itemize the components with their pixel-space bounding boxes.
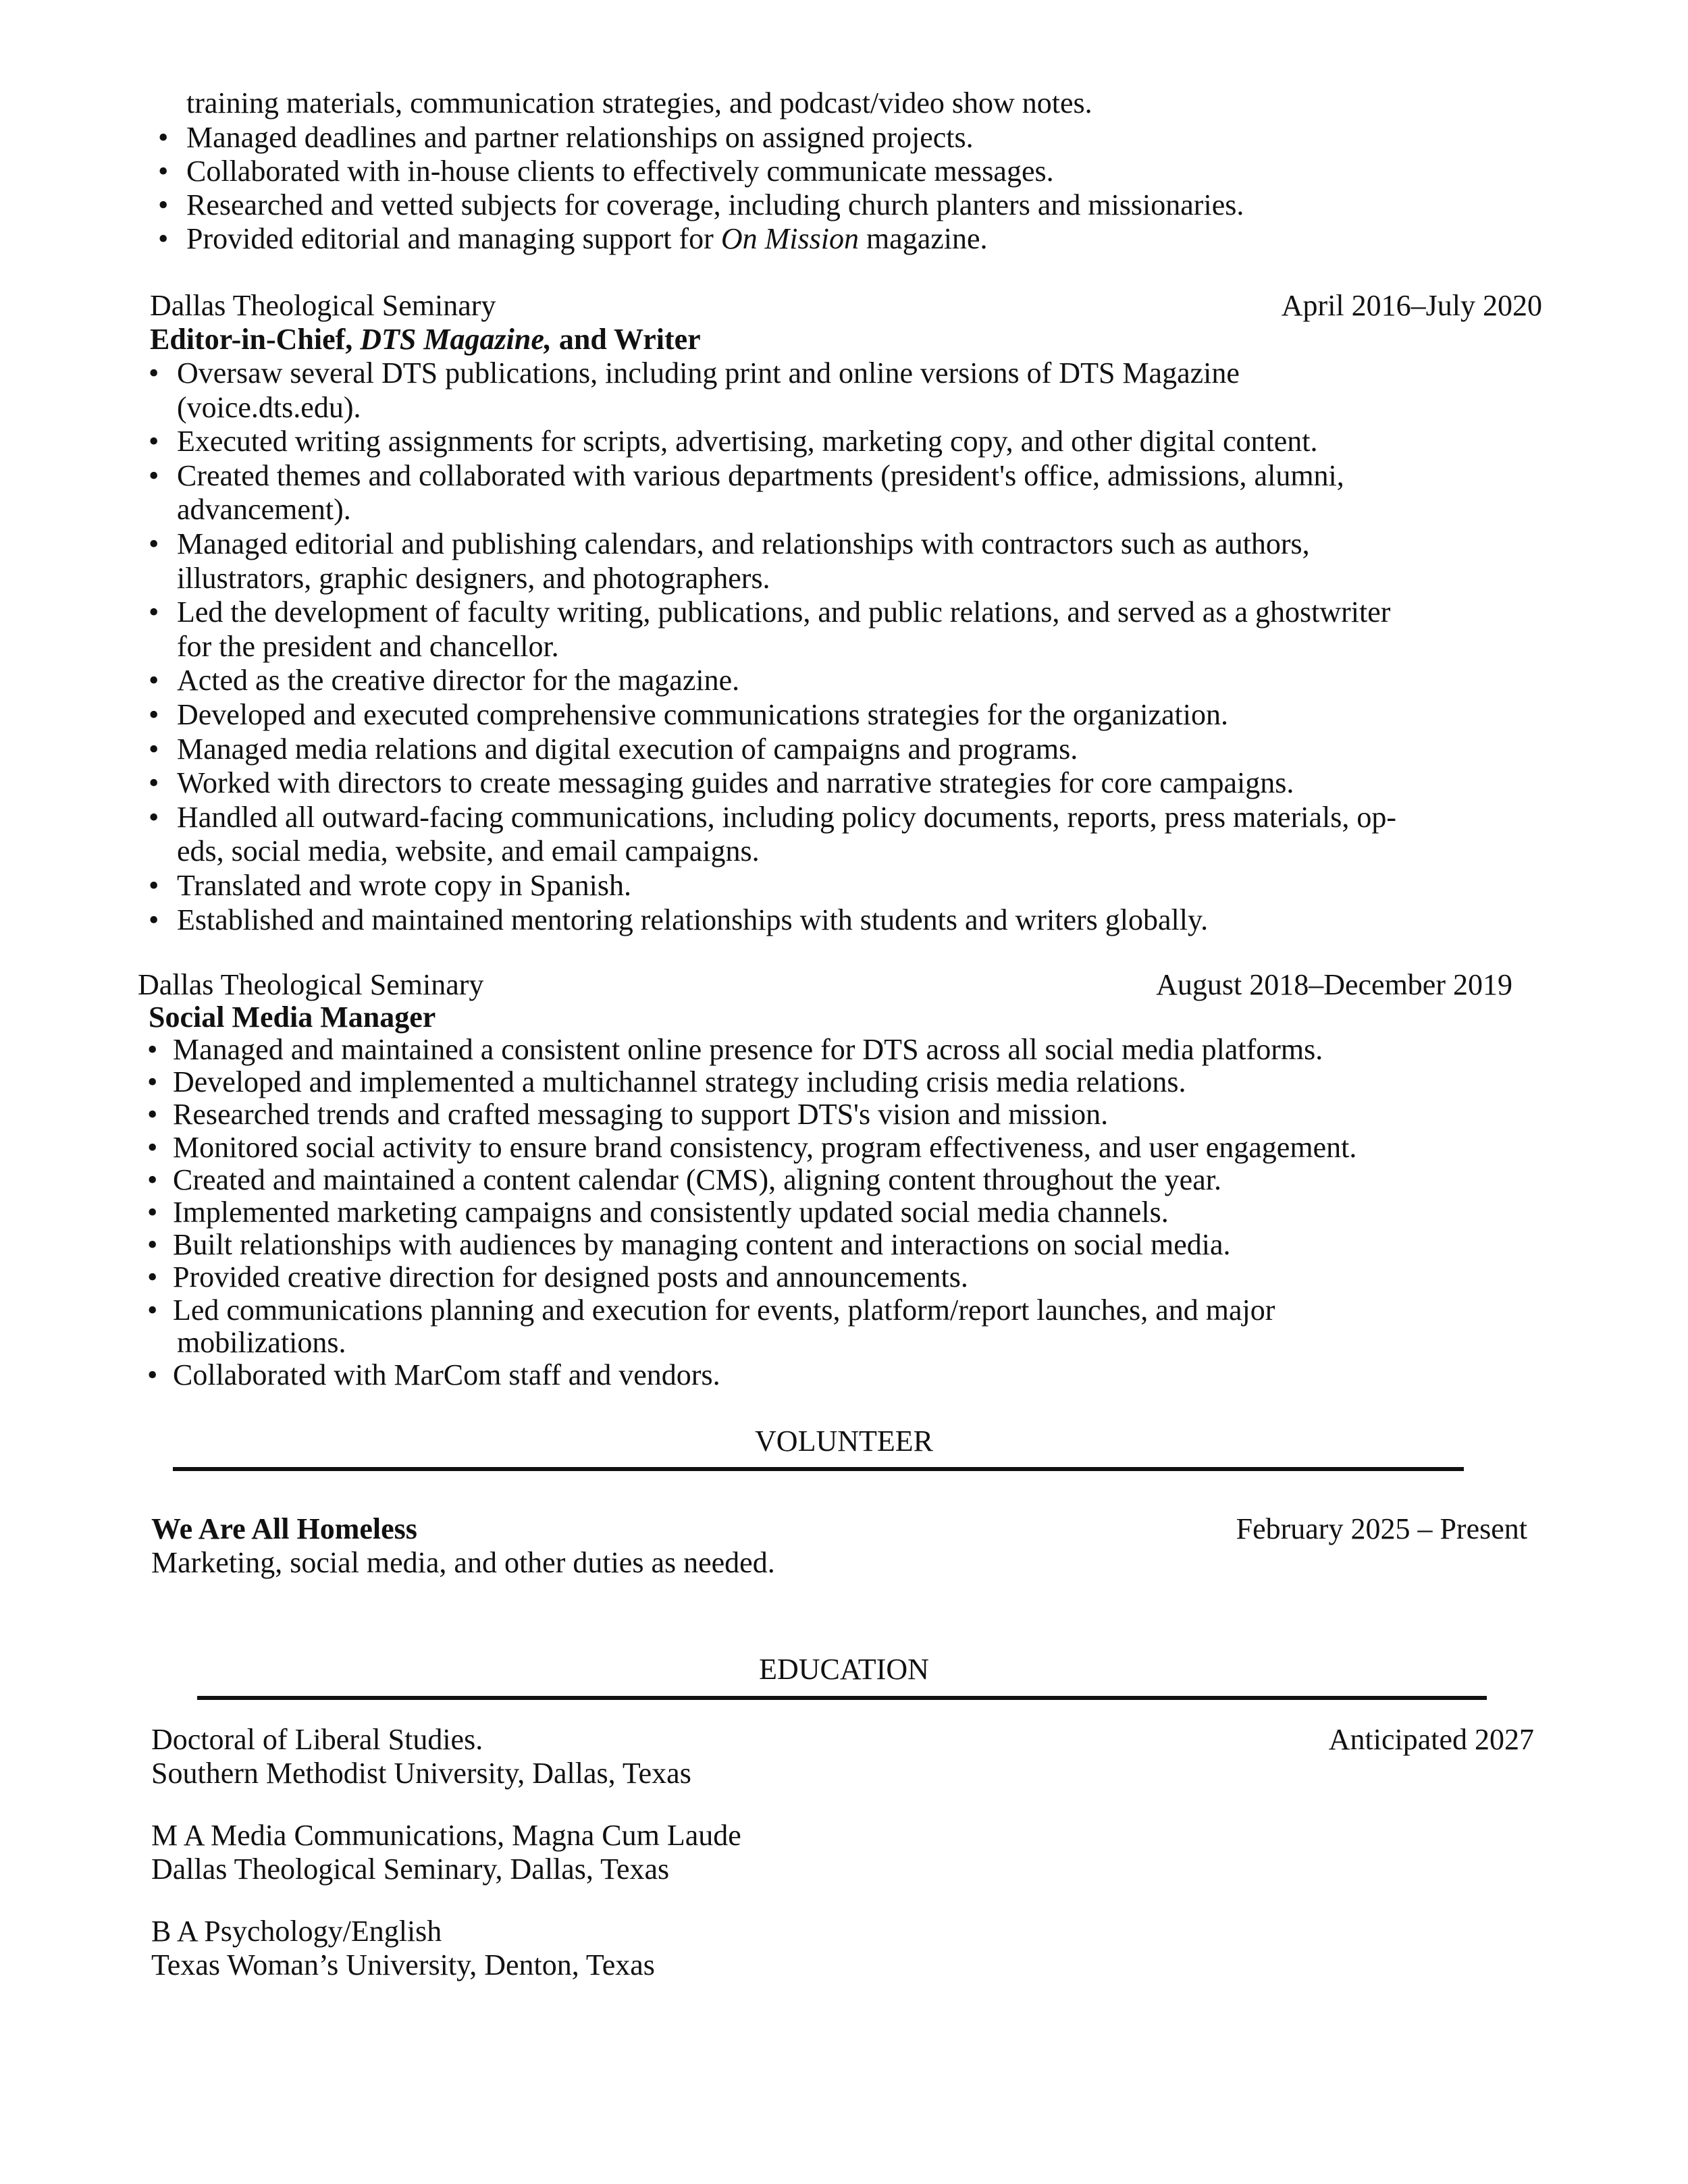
education-degree: Doctoral of Liberal Studies. — [151, 1723, 483, 1756]
bullet-item: Handled all outward-facing communications, including policy documents, reports, press materials, op- — [177, 800, 1396, 834]
bullet-item: Collaborated with MarCom staff and vendors. — [173, 1358, 720, 1391]
bullet-marker: • — [147, 1033, 158, 1066]
bullet-item: Created and maintained a content calendar (CMS), aligning content throughout the year. — [173, 1163, 1221, 1196]
bullet-item: Worked with directors to create messaging guides and narrative strategies for core campaigns. — [177, 766, 1294, 800]
bullet-marker: • — [149, 595, 159, 629]
bullet-item: Developed and executed comprehensive communications strategies for the organization. — [177, 698, 1228, 731]
bullet-marker: • — [149, 732, 159, 766]
bullet-marker: • — [147, 1098, 158, 1131]
bullet-item: Led communications planning and execution for events, platform/report launches, and major — [173, 1293, 1275, 1327]
bullet-item: Managed deadlines and partner relationships on assigned projects. — [186, 121, 974, 154]
bullet-item: Created themes and collaborated with various departments (president's office, admissions, alumni, — [177, 458, 1344, 492]
bullet-marker: • — [147, 1358, 158, 1391]
bullet-item: Provided creative direction for designed posts and announcements. — [173, 1260, 968, 1294]
bullet-item: Led the development of faculty writing, publications, and public relations, and served as a ghostwriter — [177, 595, 1391, 629]
education-school: Texas Woman’s University, Denton, Texas — [151, 1948, 655, 1981]
dts-social-org: Dallas Theological Seminary — [138, 968, 484, 1001]
dts-editor-title-b: and Writer — [551, 323, 701, 356]
bullet-item: Implemented marketing campaigns and consistently updated social media channels. — [173, 1196, 1169, 1229]
mission-cont-line: training materials, communication strategies, and podcast/video show notes. — [186, 86, 1092, 119]
bullet-marker: • — [149, 527, 159, 560]
bullet-item: Managed and maintained a consistent online presence for DTS across all social media platforms. — [173, 1033, 1323, 1066]
education-heading: EDUCATION — [759, 1653, 929, 1686]
bullet-item-continuation: illustrators, graphic designers, and photographers. — [177, 561, 770, 595]
bullet-marker: • — [158, 121, 169, 154]
bullet-item-continuation: mobilizations. — [177, 1325, 346, 1359]
bullet-marker: • — [149, 425, 159, 458]
dts-editor-dates: April 2016–July 2020 — [1281, 289, 1542, 322]
education-degree: B A Psychology/English — [151, 1915, 442, 1948]
bullet-marker: • — [158, 155, 169, 188]
bullet-marker: • — [147, 1228, 158, 1262]
dts-editor-org: Dallas Theological Seminary — [150, 289, 496, 322]
education-school: Dallas Theological Seminary, Dallas, Texas — [151, 1853, 670, 1886]
bullet-marker: • — [158, 188, 169, 221]
bullet-item-continuation: advancement). — [177, 493, 351, 527]
bullet-marker: • — [149, 869, 159, 902]
volunteer-dates: February 2025 – Present — [1236, 1512, 1527, 1545]
education-school: Southern Methodist University, Dallas, Texas — [151, 1757, 691, 1790]
mission-bullet-last-pre: Provided editorial and managing support for — [186, 222, 721, 255]
dts-social-dates: August 2018–December 2019 — [1156, 968, 1512, 1001]
education-rule — [197, 1696, 1487, 1700]
mission-bullet-last-post: magazine. — [858, 222, 988, 255]
mission-bullet-marker: • — [158, 222, 169, 255]
education-degree: M A Media Communications, Magna Cum Laude — [151, 1819, 741, 1852]
dts-social-title: Social Media Manager — [149, 1001, 436, 1034]
education-date: Anticipated 2027 — [1328, 1723, 1534, 1756]
bullet-item: Monitored social activity to ensure brand consistency, program effectiveness, and user engagement. — [173, 1130, 1357, 1164]
bullet-item: Collaborated with in-house clients to effectively communicate messages. — [186, 155, 1054, 188]
bullet-marker: • — [149, 800, 159, 834]
bullet-item: Translated and wrote copy in Spanish. — [177, 869, 631, 902]
bullet-item: Researched and vetted subjects for coverage, including church planters and missionaries. — [186, 188, 1244, 221]
bullet-marker: • — [147, 1260, 158, 1294]
bullet-item: Researched trends and crafted messaging to support DTS's vision and mission. — [173, 1098, 1109, 1131]
bullet-marker: • — [147, 1293, 158, 1327]
bullet-item: Executed writing assignments for scripts, advertising, marketing copy, and other digital content. — [177, 425, 1318, 458]
dts-editor-title-a: Editor-in-Chief, — [150, 323, 361, 356]
bullet-marker: • — [147, 1130, 158, 1164]
bullet-item: Built relationships with audiences by managing content and interactions on social media. — [173, 1228, 1231, 1262]
bullet-item-continuation: for the president and chancellor. — [177, 629, 559, 663]
bullet-marker: • — [149, 766, 159, 800]
bullet-marker: • — [147, 1065, 158, 1099]
bullet-item: Established and maintained mentoring relationships with students and writers globally. — [177, 903, 1209, 936]
mission-bullet-last — [186, 222, 988, 256]
bullet-item: Acted as the creative director for the magazine. — [177, 664, 740, 697]
bullet-item-continuation: (voice.dts.edu). — [177, 390, 361, 424]
bullet-marker: • — [149, 664, 159, 697]
volunteer-org: We Are All Homeless — [151, 1512, 417, 1545]
bullet-item: Managed editorial and publishing calendars, and relationships with contractors such as authors, — [177, 527, 1310, 560]
bullet-marker: • — [149, 356, 159, 390]
bullet-item: Oversaw several DTS publications, including print and online versions of DTS Magazine — [177, 356, 1240, 390]
bullet-marker: • — [147, 1196, 158, 1229]
bullet-marker: • — [149, 458, 159, 492]
volunteer-heading: VOLUNTEER — [755, 1424, 933, 1458]
bullet-marker: • — [147, 1163, 158, 1196]
bullet-item: Developed and implemented a multichannel strategy including crisis media relations. — [173, 1065, 1186, 1099]
bullet-item: Managed media relations and digital execution of campaigns and programs. — [177, 732, 1078, 766]
dts-magazine-title: DTS Magazine, — [360, 323, 552, 356]
bullet-item-continuation: eds, social media, website, and email campaigns. — [177, 834, 760, 868]
volunteer-desc: Marketing, social media, and other duties as needed. — [151, 1546, 775, 1579]
dts-editor-title — [150, 323, 701, 356]
on-mission-title: On Mission — [720, 222, 859, 255]
bullet-marker: • — [149, 698, 159, 731]
bullet-marker: • — [149, 903, 159, 936]
volunteer-rule — [173, 1467, 1464, 1471]
